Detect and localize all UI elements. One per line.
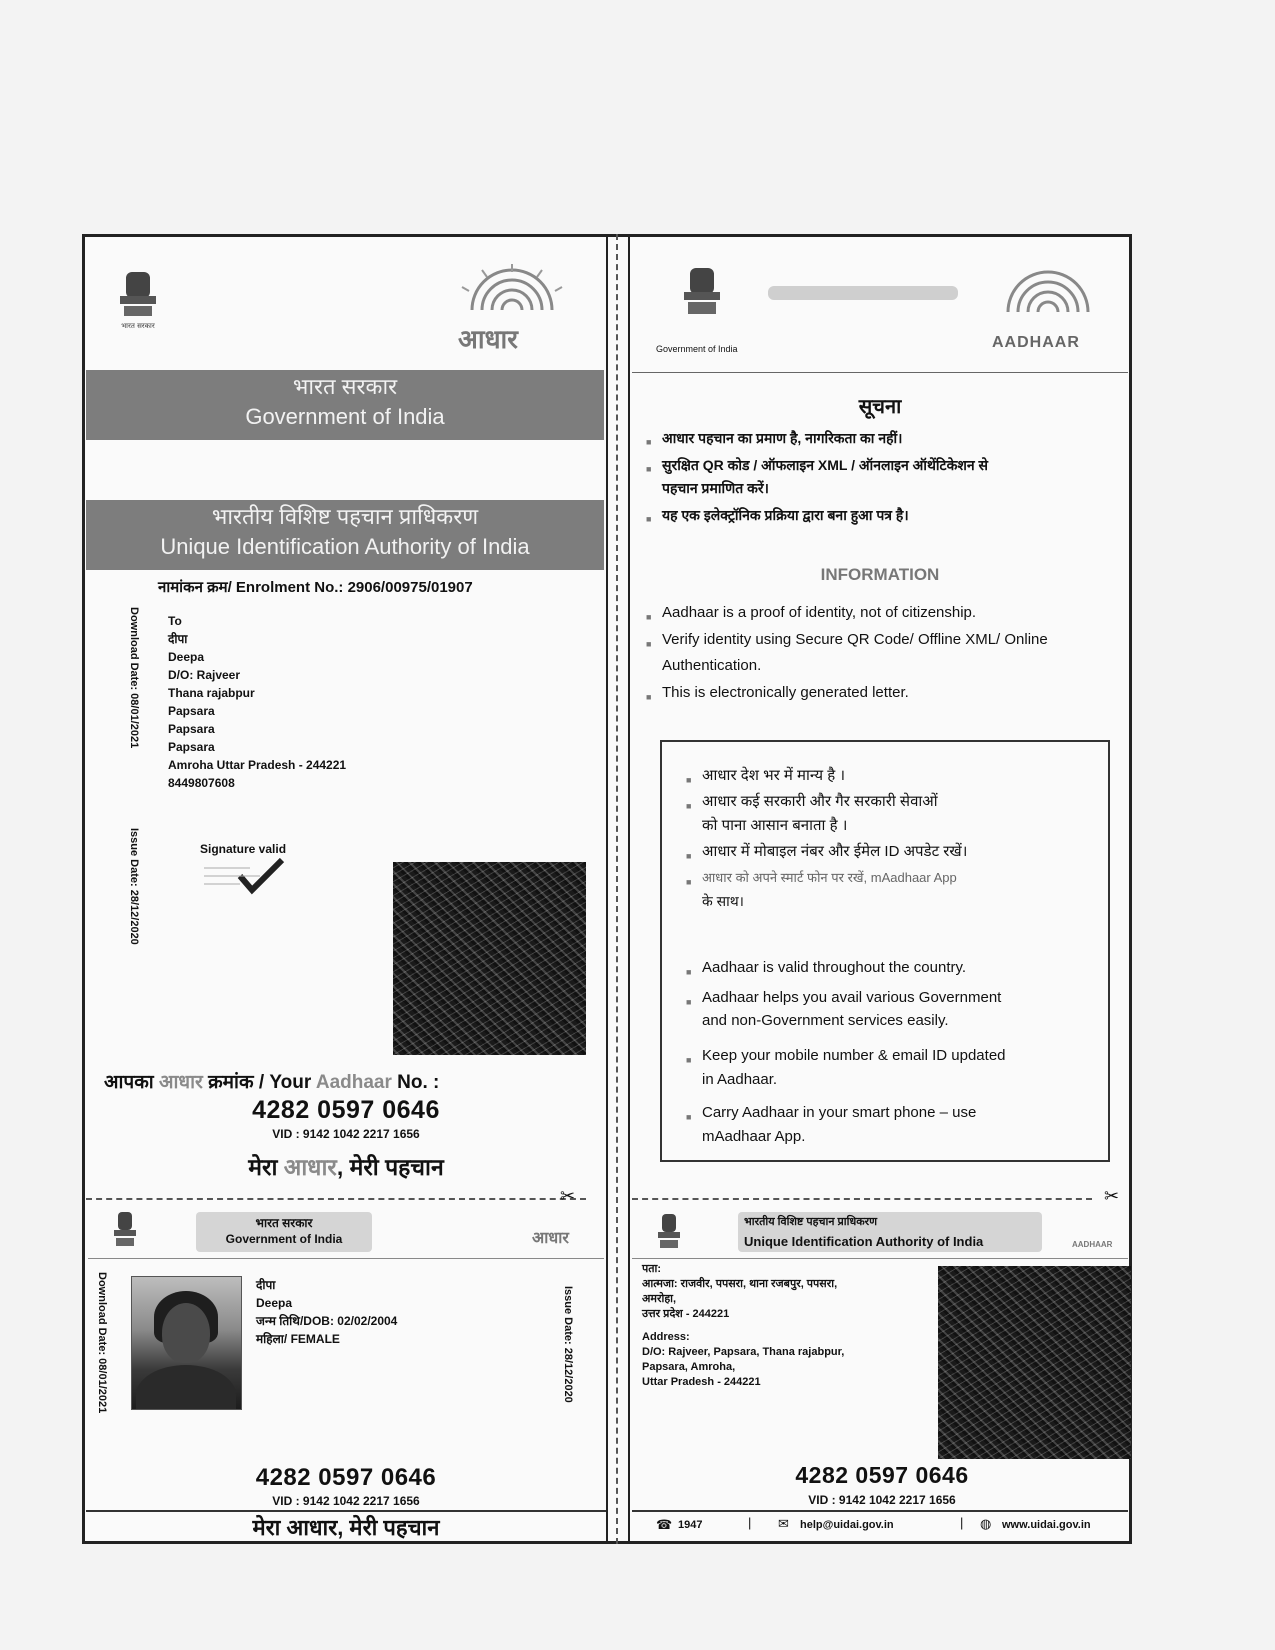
scissors-icon: ✂ bbox=[560, 1186, 576, 1206]
redacted-bar bbox=[768, 286, 958, 300]
tagline-part: आधार bbox=[283, 1154, 337, 1180]
card-back-aadhaar-number: 4282 0597 0646 bbox=[795, 1462, 969, 1488]
holder-name-hindi: दीपा bbox=[256, 1278, 276, 1292]
pata-label: पता: bbox=[642, 1263, 662, 1275]
address-line: Amroha Uttar Pradesh - 244221 bbox=[168, 758, 347, 772]
phone-icon: ☎ bbox=[656, 1517, 673, 1532]
pata-line: आत्मजा: राजवीर, पपसरा, थाना रजबपुर, पपसरा, bbox=[642, 1278, 838, 1290]
pata-line: अमरोहा, bbox=[642, 1293, 677, 1305]
signature-valid-label: Signature valid bbox=[200, 842, 287, 856]
label-part: आधार bbox=[159, 1072, 203, 1093]
box-hindi-item: ■ आधार में मोबाइल नंबर और ईमेल ID अपडेट रखें। bbox=[702, 842, 967, 862]
aadhaar-logo-text: आधार bbox=[458, 324, 518, 354]
address-line: Thana rajabpur bbox=[168, 686, 255, 700]
tagline-part: मेरा bbox=[248, 1154, 284, 1180]
suchna-item-continued: पहचान प्रमाणित करें। bbox=[662, 480, 769, 496]
government-band bbox=[86, 370, 604, 440]
box-english-item: ■ Keep your mobile number & email ID updated bbox=[702, 1046, 1006, 1066]
box-english-item: ■ Aadhaar is valid throughout the country. bbox=[702, 958, 966, 978]
uidai-english: Unique Identification Authority of India bbox=[160, 534, 530, 559]
card-back-footer-rule bbox=[632, 1510, 1128, 1512]
box-hindi-item-continued: को पाना आसान बनाता है । bbox=[702, 817, 848, 834]
aadhaar-number: 4282 0597 0646 bbox=[252, 1096, 440, 1124]
pata-line: उत्तर प्रदेश - 244221 bbox=[642, 1308, 730, 1320]
email-icon: ✉ bbox=[778, 1516, 789, 1531]
info-item: ■ This is electronically generated letter. bbox=[662, 683, 909, 703]
globe-icon: ◍ bbox=[980, 1516, 992, 1531]
box-hindi-item: ■ आधार कई सरकारी और गैर सरकारी सेवाओं bbox=[702, 792, 938, 812]
card-back-vid: VID : 9142 1042 2217 1656 bbox=[808, 1493, 956, 1507]
vid-number: VID : 9142 1042 2217 1656 bbox=[272, 1127, 420, 1141]
government-hindi: भारत सरकार bbox=[292, 374, 398, 399]
issue-date: Issue Date: 28/12/2020 bbox=[128, 828, 140, 945]
emblem-icon bbox=[112, 268, 164, 330]
box-english-item-continued: mAadhaar App. bbox=[702, 1128, 806, 1145]
card-vid: VID : 9142 1042 2217 1656 bbox=[272, 1494, 420, 1508]
emblem-icon bbox=[108, 1210, 142, 1250]
helpline-number: 1947 bbox=[678, 1519, 703, 1531]
card-issue-date: Issue Date: 28/12/2020 bbox=[562, 1286, 574, 1403]
card-logo-text: आधार bbox=[532, 1230, 569, 1247]
holder-details bbox=[256, 1276, 397, 1348]
card-gov-english: Government of India bbox=[225, 1232, 343, 1246]
address-line: Papsara bbox=[168, 704, 215, 718]
address-label: Address: bbox=[642, 1331, 690, 1343]
box-hindi-item: ■ आधार को अपने स्मार्ट फोन पर रखें, mAadhaar App bbox=[702, 868, 957, 888]
separator: | bbox=[748, 1515, 752, 1530]
label-part: Aadhaar bbox=[315, 1072, 392, 1093]
card-gov-hindi: भारत सरकार bbox=[255, 1216, 313, 1230]
holder-dob: जन्म तिथि/DOB: 02/02/2004 bbox=[256, 1314, 398, 1328]
qr-code-letter bbox=[393, 862, 586, 1055]
box-english-item: ■ Aadhaar helps you avail various Government bbox=[702, 988, 1001, 1008]
government-english: Government of India bbox=[245, 404, 445, 429]
address-line: Uttar Pradesh - 244221 bbox=[642, 1376, 761, 1388]
address-line: Papsara bbox=[168, 740, 215, 754]
pata-block bbox=[642, 1262, 837, 1322]
divider-left bbox=[606, 234, 608, 1544]
address-line: दीपा bbox=[168, 632, 188, 646]
your-aadhaar-number-label bbox=[104, 1068, 439, 1094]
info-item-continued: Authentication. bbox=[662, 657, 762, 674]
information-title: INFORMATION bbox=[820, 565, 940, 584]
suchna-item: ■ यह एक इलेक्ट्रॉनिक प्रक्रिया द्वारा बना हुआ पत्र है। bbox=[662, 505, 909, 525]
suchna-title: सूचना bbox=[858, 396, 902, 418]
suchna-item: ■ आधार पहचान का प्रमाण है, नागरिकता का नहीं। bbox=[662, 428, 902, 448]
government-label: Government of India bbox=[656, 344, 738, 354]
website: www.uidai.gov.in bbox=[1002, 1519, 1091, 1531]
card-back-header-rule bbox=[632, 1258, 1128, 1259]
uidai-hindi: भारतीय विशिष्ट पहचान प्राधिकरण bbox=[211, 504, 479, 529]
download-date: Download Date: 08/01/2021 bbox=[128, 607, 140, 749]
help-email: help@uidai.gov.in bbox=[800, 1519, 894, 1531]
separator: | bbox=[960, 1515, 964, 1530]
tagline-part: , मेरी पहचान bbox=[336, 1154, 444, 1180]
box-english-item-continued: and non-Government services easily. bbox=[702, 1012, 949, 1029]
holder-name-english: Deepa bbox=[256, 1296, 293, 1310]
card-aadhaar-number: 4282 0597 0646 bbox=[255, 1464, 437, 1491]
card-back-uidai-hindi: भारतीय विशिष्ट पहचान प्राधिकरण bbox=[744, 1216, 878, 1228]
cut-line-right bbox=[632, 1198, 1092, 1200]
box-english-item: ■ Carry Aadhaar in your smart phone – use bbox=[702, 1103, 976, 1123]
address-line: D/O: Rajveer, Papsara, Thana rajabpur, bbox=[642, 1346, 845, 1358]
box-hindi-item: ■ आधार देश भर में मान्य है । bbox=[702, 766, 845, 786]
header-rule bbox=[632, 372, 1128, 373]
holder-gender: महिला/ FEMALE bbox=[256, 1332, 340, 1346]
aadhaar-logo-icon bbox=[988, 264, 1108, 334]
address-line: Papsara bbox=[168, 722, 215, 736]
card-back-logo-text: AADHAAR bbox=[1072, 1240, 1113, 1249]
signature-check-icon bbox=[200, 858, 320, 902]
recipient-address bbox=[168, 612, 346, 792]
card-download-date: Download Date: 08/01/2021 bbox=[96, 1272, 108, 1414]
divider-right bbox=[628, 234, 630, 1544]
divider-dashed bbox=[616, 234, 618, 1544]
address-line: D/O: Rajveer bbox=[168, 668, 241, 682]
scissors-icon: ✂ bbox=[1104, 1186, 1120, 1206]
info-item: ■ Verify identity using Secure QR Code/ Offline XML/ Online bbox=[662, 630, 1048, 650]
aadhaar-logo-text: AADHAAR bbox=[992, 334, 1080, 351]
tagline bbox=[86, 1150, 606, 1182]
box-english-item-continued: in Aadhaar. bbox=[702, 1071, 778, 1088]
emblem-icon bbox=[652, 1212, 686, 1252]
card-tagline: मेरा आधार, मेरी पहचान bbox=[252, 1515, 440, 1540]
cut-line-left bbox=[86, 1198, 586, 1200]
enrolment-number: नामांकन क्रम/ Enrolment No.: 2906/00975/01907 bbox=[158, 579, 473, 596]
qr-code-card bbox=[938, 1266, 1131, 1459]
uidai-band bbox=[86, 500, 604, 570]
holder-photo bbox=[131, 1276, 242, 1410]
label-part: क्रमांक / Your bbox=[202, 1072, 316, 1093]
box-hindi-item-continued: के साथ। bbox=[702, 893, 744, 909]
card-back-uidai-english: Unique Identification Authority of India bbox=[744, 1234, 984, 1249]
address-line: Papsara, Amroha, bbox=[642, 1361, 736, 1373]
emblem-icon bbox=[676, 264, 728, 320]
emblem-caption: भारत सरकार bbox=[121, 322, 155, 330]
address-line: Deepa bbox=[168, 650, 205, 664]
label-part: आपका bbox=[104, 1072, 160, 1093]
address-line: To bbox=[168, 614, 182, 628]
suchna-item: ■ सुरक्षित QR कोड / ऑफलाइन XML / ऑनलाइन ऑथेंटिकेशन से bbox=[662, 455, 988, 475]
label-part: No. : bbox=[391, 1072, 440, 1093]
address-line: 8449807608 bbox=[168, 776, 235, 790]
card-header-rule bbox=[88, 1258, 604, 1259]
info-item: ■ Aadhaar is a proof of identity, not of citizenship. bbox=[662, 603, 976, 623]
address-block bbox=[642, 1330, 844, 1390]
